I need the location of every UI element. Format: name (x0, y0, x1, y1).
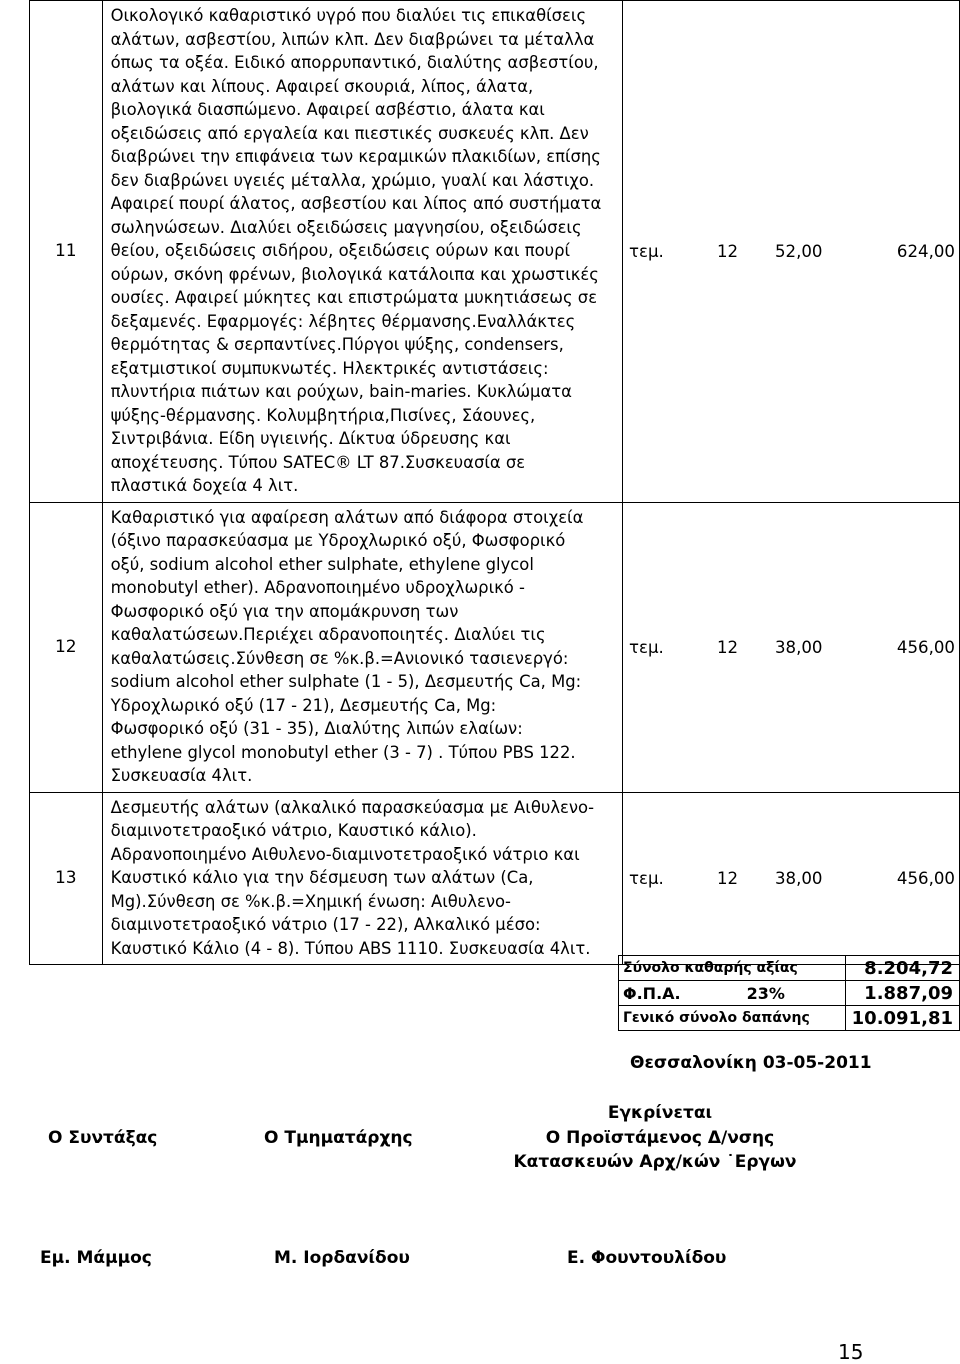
page-number: 15 (838, 1340, 864, 1364)
item-total: 456,00 (896, 868, 955, 888)
item-number: 12 (30, 502, 103, 792)
item-unit-price: 38,00 (774, 868, 823, 888)
item-number: 11 (30, 1, 103, 503)
description-line: πλυντήρια πιάτων και ρούχων, bain-maries. Κυκλώματα (110, 382, 572, 401)
item-total: 456,00 (896, 637, 955, 657)
director-name: Ε. Φουντουλίδου (567, 1248, 727, 1268)
description-line: (όξινο παρασκεύασμα με Υδροχλωρικό οξύ, Φωσφορικό (110, 531, 566, 550)
vat-value: 1.887,09 (846, 981, 960, 1006)
description-line: σωληνώσεων. Διαλύει οξειδώσεις μαγνησίου, οξειδώσεις (110, 217, 582, 237)
description-line: sodium alcohol ether sulphate (1 - 5), Δεσμευτής Ca, Mg: (110, 672, 582, 691)
description-line: ούρων, σκόνη φρένων, βιολογικά κατάλοιπα και χρωστικές (110, 264, 599, 284)
description-line: Δεσμευτής αλάτων (αλκαλικό παρασκεύασμα με Αιθυλενο- (110, 797, 594, 817)
item-description (102, 502, 622, 792)
description-line: δεξαμενές. Εφαρμογές: λέβητες θέρμανσης.Εναλλάκτες (110, 311, 576, 331)
description-line: οξύ, sodium alcohol ether sulphate, ethylene glycol (110, 554, 534, 574)
item-quantity: 12 (716, 637, 739, 657)
description-line: Οικολογικό καθαριστικό υγρό που διαλύει τις επικαθίσεις (110, 6, 587, 25)
author-name: Εμ. Μάμμος (40, 1248, 152, 1268)
description-line: καθαλατώσεις.Σύνθεση σε %κ.β.=Ανιονικό τασιενεργό: (110, 648, 569, 668)
head-name: Μ. Ιορδανίδου (274, 1248, 410, 1268)
item-unit-price: 38,00 (774, 637, 823, 657)
description-line: ethylene glycol monobutyl ether (3 - 7) . Τύπου PBS 122. (110, 742, 576, 762)
author-title: Ο Συντάξας (48, 1128, 158, 1148)
vat-label: Φ.Π.Α. (623, 983, 681, 1003)
description-line: αποχέτευσης. Τύπου SATEC® LT 87.Συσκευασία σε (110, 452, 526, 472)
description-line: monobutyl ether). Αδρανοποιημένο υδροχλωρικό - (110, 578, 525, 597)
item-pricing (622, 502, 959, 792)
table-row (30, 792, 960, 965)
description-line: Καθαριστικό για αφαίρεση αλάτων από διάφορα στοιχεία (110, 507, 584, 527)
item-pricing (622, 792, 959, 965)
description-line: Mg).Σύνθεση σε %κ.β.=Χημική ένωση: Αιθυλενο- (110, 891, 511, 911)
vat-row (619, 981, 960, 1006)
description-line: Φωσφορικό οξύ (31 - 35), Διαλύτης λιπών ελαίων: (110, 719, 523, 738)
vat-percent: 23% (746, 983, 785, 1003)
description-line: διαμινοτετραοξικό νάτριο (17 - 22), Αλκαλικό μέσο: (110, 915, 541, 934)
description-line: διαβρώνει την επιφάνεια των κεραμικών πλακιδίων, επίσης (110, 147, 601, 166)
description-line: διαμινοτετραοξικό νάτριο, Καυστικό κάλιο). (110, 821, 477, 840)
item-unit: τεμ. (628, 868, 664, 888)
item-total: 624,00 (896, 241, 955, 261)
net-total-row (619, 956, 960, 981)
description-line: αλάτων, ασβεστίου, λιπών κλπ. Δεν διαβρώνει τα μέταλλα (110, 29, 595, 49)
director-department: Κατασκευών Αρχ/κών ˙Εργων (513, 1152, 797, 1172)
totals-table (618, 955, 960, 1031)
grand-total-value: 10.091,81 (846, 1006, 960, 1031)
description-line: Υδροχλωρικό οξύ (17 - 21), Δεσμευτής Ca, Mg: (110, 695, 497, 715)
net-total-label: Σύνολο καθαρής αξίας (619, 956, 846, 981)
director-title: Ο Προϊστάμενος Δ/νσης (545, 1128, 775, 1148)
description-line: Φωσφορικό οξύ για την απομάκρυνση των (110, 601, 459, 621)
grand-total-label: Γενικό σύνολο δαπάνης (619, 1006, 846, 1031)
item-quantity: 12 (716, 868, 739, 888)
item-unit-price: 52,00 (774, 241, 823, 261)
item-quantity: 12 (716, 241, 739, 261)
description-line: ουσίες. Αφαιρεί μύκητες και επιστρώματα μυκητιάσεως σε (110, 288, 598, 307)
description-line: πλαστικά δοχεία 4 λιτ. (110, 476, 299, 495)
approved-label: Εγκρίνεται (607, 1103, 713, 1123)
item-unit: τεμ. (628, 637, 664, 657)
description-line: Αδρανοποιημένο Αιθυλενο-διαμινοτετραοξικό νάτριο και (110, 844, 580, 864)
description-line: οξειδώσεις από εργαλεία και πιεστικές συσκευές κλπ. Δεν (110, 123, 589, 143)
description-line: Συσκευασία 4λιτ. (110, 766, 253, 785)
description-line: δεν διαβρώνει υγειές μέταλλα, χρώμιο, γυαλί και λάστιχο. (110, 170, 595, 190)
description-line: εξατμιστικοί συμπυκνωτές. Ηλεκτρικές αντιστάσεις: (110, 358, 549, 378)
items-table (29, 0, 960, 965)
item-unit: τεμ. (628, 241, 664, 261)
item-description (102, 792, 622, 965)
table-row (30, 1, 960, 503)
vat-label-cell (619, 981, 846, 1006)
description-line: Σιντριβάνια. Είδη υγιεινής. Δίκτυα ύδρευσης και (110, 429, 511, 448)
net-total-value: 8.204,72 (846, 956, 960, 981)
description-line: Αφαιρεί πουρί άλατος, ασβεστίου και λίπος από συστήματα (110, 194, 602, 213)
description-line: καθαλατώσεων.Περιέχει αδρανοποιητές. Διαλύει τις (110, 625, 546, 644)
grand-total-row (619, 1006, 960, 1031)
description-line: Καυστικό κάλιο για την δέσμευση των αλάτων (Ca, (110, 868, 534, 887)
description-line: Καυστικό Κάλιο (4 - 8). Τύπου ABS 1110. Συσκευασία 4λιτ. (110, 938, 591, 958)
item-description (102, 1, 622, 503)
description-line: ψύξης-θέρμανσης. Κολυμβητήρια,Πισίνες, Σάουνες, (110, 405, 536, 425)
item-number: 13 (30, 792, 103, 965)
description-line: θερμότητας & σερπαντίνες.Πύργοι ψύξης, condensers, (110, 335, 564, 354)
place-date: Θεσσαλονίκη 03-05-2011 (630, 1053, 872, 1073)
head-title: Ο Τμηματάρχης (264, 1128, 413, 1148)
description-line: αλάτων και λίπους. Αφαιρεί σκουριά, λίπος, άλατα, (110, 76, 534, 96)
description-line: θείου, οξειδώσεις σιδήρου, οξειδώσεις ούρων και πουρί (110, 241, 571, 260)
table-row (30, 502, 960, 792)
item-pricing (622, 1, 959, 503)
description-line: όπως τα οξέα. Ειδικό απορρυπαντικό, διαλύτης ασβεστίου, (110, 53, 599, 72)
description-line: βιολογικά διασπώμενο. Αφαιρεί ασβέστιο, άλατα και (110, 100, 545, 119)
